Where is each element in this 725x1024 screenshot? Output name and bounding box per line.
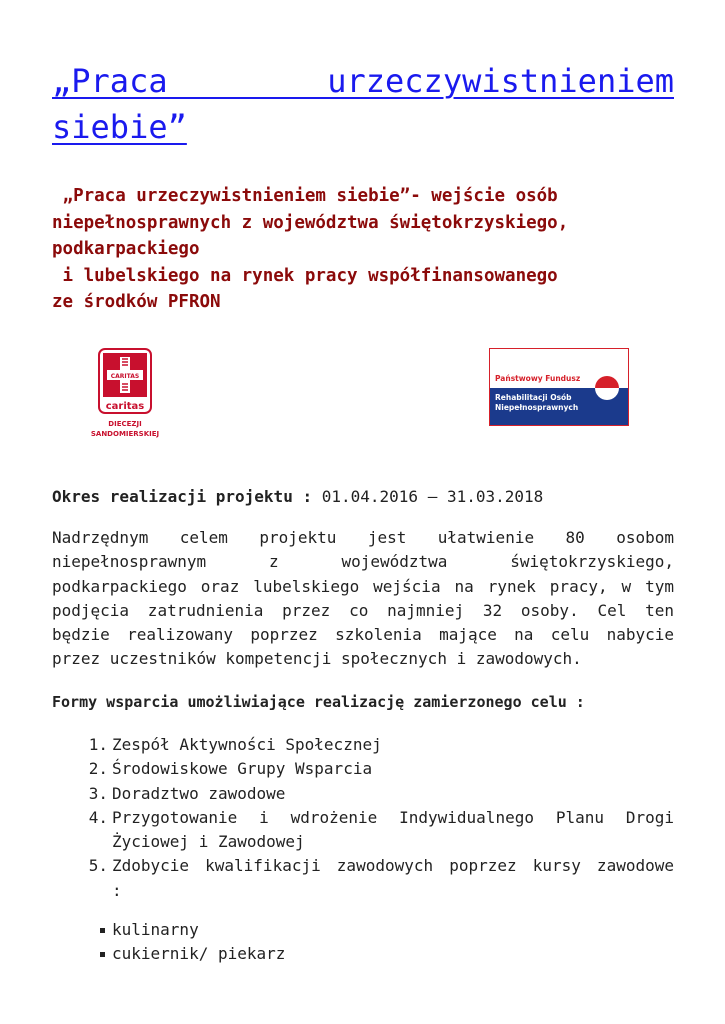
bullet-icon: [100, 952, 105, 957]
subtitle-line: ze środków PFRON: [52, 292, 221, 312]
bullet-item-text: kulinarny: [112, 920, 199, 939]
bullet-icon: [100, 928, 105, 933]
list-item-text: Zespół Aktywności Społecznej: [112, 735, 382, 754]
list-number: 3.: [88, 783, 108, 803]
description-line: będzie realizowany poprzez szkolenia mające na celu nabycie: [52, 625, 674, 645]
list-number: 1.: [88, 735, 108, 754]
bullet-item-text: cukiernik/ piekarz: [112, 944, 286, 964]
subtitle-line: i lubelskiego na rynek pracy współfinansowanego: [52, 265, 558, 286]
subtitle-line: podkarpackiego: [52, 239, 200, 259]
period-value: 01.04.2016 – 31.03.2018: [312, 487, 544, 506]
bullet-item: [52, 942, 674, 966]
list-item-text: Doradztwo zawodowe: [112, 783, 286, 803]
subtitle-line: „Praca urzeczywistnieniem siebie”- wejście osób: [52, 186, 558, 206]
list-item-text: Zdobycie kwalifikacji zawodowych poprzez kursy zawodowe: [112, 856, 674, 876]
list-item-text: :: [112, 880, 122, 900]
list-number: 2.: [88, 759, 108, 779]
list-item: [52, 733, 674, 757]
course-list: [52, 918, 674, 967]
pfron-logo: [489, 348, 629, 426]
list-item-text: Życiowej i Zawodowej: [112, 832, 305, 852]
list-item-text: Środowiskowe Grupy Wsparcia: [112, 759, 373, 779]
description-line: podkarpackiego oraz lubelskiego wejścia na rynek pracy, w tym: [52, 576, 674, 596]
list-number: 4.: [88, 807, 108, 827]
caritas-logo: [90, 348, 200, 442]
list-item: [52, 854, 674, 903]
caritas-line1: DIECEZJI: [108, 420, 142, 428]
description-line: podjęcia zatrudnienia przez co najmniej 32 osoby. Cel ten: [52, 600, 674, 620]
period-label: Okres realizacji projektu :: [52, 487, 313, 506]
page-title: [52, 58, 674, 150]
project-period: [52, 487, 674, 507]
pfron-top-line: Państwowy Fundusz: [495, 374, 581, 383]
pfron-line3: Niepełnosprawnych: [495, 403, 579, 412]
list-item: [52, 757, 674, 781]
description-line: Nadrzędnym celem projektu jest ułatwienie 80 osobom: [52, 528, 674, 547]
support-forms-list: [52, 733, 674, 903]
list-item-text: Przygotowanie i wdrożenie Indywidualnego Planu Drogi: [112, 807, 674, 827]
caritas-cross-text: CARITAS: [110, 373, 140, 380]
caritas-name: caritas: [105, 401, 145, 412]
list-number: 5.: [88, 856, 108, 876]
pfron-line2: Rehabilitacji Osób: [495, 393, 572, 402]
subtitle-line: niepełnosprawnych z województwa świętokrzyskiego,: [52, 212, 569, 233]
project-description: [52, 526, 674, 672]
description-line: przez uczestników kompetencji społecznych i zawodowych.: [52, 649, 582, 669]
list-item: [52, 806, 674, 855]
description-line: niepełnosprawnym z województwa świętokrzyskiego,: [52, 552, 674, 572]
caritas-line2: SANDOMIERSKIEJ: [90, 430, 160, 438]
project-subtitle: [52, 183, 674, 316]
list-item: [52, 782, 674, 806]
title-link[interactable]: „Praca urzeczywistnieniem siebie”: [52, 62, 674, 146]
bullet-item: [52, 918, 674, 942]
support-forms-heading: Formy wsparcia umożliwiające realizację zamierzonego celu :: [52, 693, 585, 711]
